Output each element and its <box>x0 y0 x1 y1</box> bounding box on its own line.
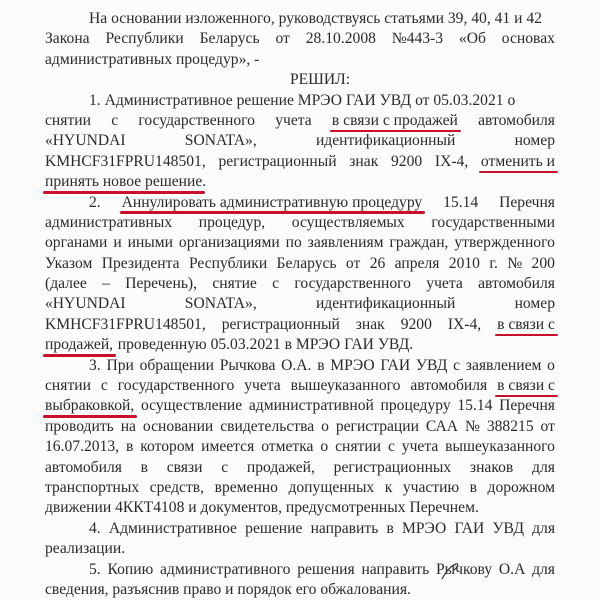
highlighted-phrase: выбраковкой, <box>45 396 134 416</box>
text-line <box>45 315 555 335</box>
word: 1. Административное решение МРЭО ГАИ УВД от 05.03.2021 о <box>89 91 516 109</box>
word: направить <box>310 519 379 537</box>
word: в <box>469 478 478 496</box>
word: с <box>100 377 108 395</box>
word: на <box>120 417 136 435</box>
word: имеется <box>201 438 255 456</box>
text-line <box>45 111 555 131</box>
word: сведения, разъяснив право и порядок его обжалования. <box>45 580 411 598</box>
word: Беларусь <box>276 254 337 272</box>
word: для <box>532 519 555 537</box>
word: № <box>465 417 480 435</box>
word: связи <box>166 458 203 476</box>
word: Рычкова <box>219 356 276 374</box>
word: Перечня <box>499 193 555 211</box>
text-line <box>45 172 555 192</box>
word: МРЭО <box>330 356 375 374</box>
word: от <box>540 417 555 435</box>
decision-heading <box>45 70 555 90</box>
word: ГАИ <box>380 356 411 374</box>
word: автомобиля <box>45 458 122 476</box>
decision-item-4 <box>45 519 555 560</box>
text-line <box>45 274 555 294</box>
word: Указом <box>45 254 93 272</box>
word: обращении <box>139 356 214 374</box>
word: в <box>140 458 148 476</box>
word: государственного <box>117 377 235 395</box>
word: продажей, <box>246 458 315 476</box>
word: о <box>547 356 555 374</box>
word: вышеуказанного <box>445 438 555 456</box>
word: Перечень), <box>125 275 198 293</box>
highlighted-phrase: отменить и <box>481 152 555 172</box>
word: решение <box>245 519 303 537</box>
word: 200 <box>531 254 555 272</box>
text: Беларусь <box>199 30 260 48</box>
word: УВД <box>415 356 448 374</box>
word: 388215 <box>486 417 534 435</box>
text-line <box>45 356 555 376</box>
word: в <box>317 356 325 374</box>
word: регистрационных <box>333 458 452 476</box>
text: административных процедур», - <box>45 50 260 68</box>
word: снятии <box>45 111 91 129</box>
word: САА <box>425 417 459 435</box>
word: УВД <box>492 519 524 537</box>
word: с <box>272 275 280 293</box>
word: с <box>221 458 229 476</box>
word: – <box>102 275 110 293</box>
highlighted-phrase: в связи с продажей <box>332 111 458 131</box>
document-page <box>45 9 555 600</box>
word: KMHCF31FPRU148501, <box>45 315 206 333</box>
word: средств, <box>149 478 205 496</box>
word: граждан, <box>389 234 449 252</box>
word: иными <box>127 234 173 252</box>
word: административных <box>45 213 173 231</box>
text-line <box>45 294 555 314</box>
word: «HYUNDAI <box>45 132 126 150</box>
text-line <box>45 152 555 172</box>
word: . <box>202 173 207 191</box>
word: котором <box>140 438 195 456</box>
word: IX-4, <box>434 152 469 170</box>
text-line <box>45 376 555 396</box>
text-line <box>45 131 555 151</box>
text-line <box>45 417 555 437</box>
text-line <box>45 254 555 274</box>
word: о <box>320 438 329 456</box>
word: Административное <box>108 519 237 537</box>
word: административного <box>159 560 291 578</box>
word: учета <box>401 438 439 456</box>
word: с <box>111 111 119 129</box>
word: При <box>106 356 134 374</box>
decision-item-3 <box>45 356 555 519</box>
word: проводить <box>45 417 114 435</box>
word: заявлениям <box>307 234 384 252</box>
word: вышеуказанного <box>290 377 401 395</box>
word: автомобиля <box>478 275 555 293</box>
highlighted-phrase: в связи с <box>497 315 555 335</box>
preamble-line-2 <box>45 29 555 49</box>
word: автомобиля <box>478 111 555 129</box>
text-line <box>45 213 555 233</box>
word: идентификационный <box>315 132 456 150</box>
word: направить <box>361 560 430 578</box>
word: допущенных <box>288 478 375 496</box>
word: реализации. <box>45 540 126 558</box>
word: Перечня <box>499 397 555 415</box>
text-line <box>45 580 555 600</box>
text-line <box>45 458 555 478</box>
text-line <box>45 498 555 518</box>
text-line <box>45 396 555 416</box>
word: знаков <box>469 458 514 476</box>
word: регистрационный <box>221 315 340 333</box>
word: в <box>386 519 394 537</box>
word: О.А. <box>281 356 312 374</box>
word: с <box>453 356 461 374</box>
decision-item-1 <box>45 91 555 193</box>
word: основании <box>142 417 214 435</box>
decision-items <box>45 91 555 600</box>
word: г. <box>489 254 498 272</box>
text: «Об <box>458 30 486 48</box>
word: и <box>113 234 122 252</box>
word: 2. <box>89 193 101 211</box>
word: государственного <box>138 111 255 129</box>
word: SONATA», <box>184 295 257 313</box>
word: для <box>532 560 555 578</box>
word: автомобиля <box>410 377 488 395</box>
word: снятии <box>45 377 91 395</box>
word: снятии <box>335 438 382 456</box>
word: движении 4ККТ4108 и документов, предусмотренных Перечнем. <box>45 499 479 517</box>
text: от <box>275 30 290 48</box>
word: О.А <box>498 560 526 578</box>
word: регистрационный <box>218 152 337 170</box>
word: 5. <box>89 560 101 578</box>
word: отметка <box>261 438 314 456</box>
preamble-line-1 <box>45 9 555 29</box>
word: 9200 <box>400 315 432 333</box>
word: «HYUNDAI <box>45 295 126 313</box>
word: процедур, <box>198 213 266 231</box>
heading-text: РЕШИЛ: <box>289 71 351 89</box>
word: транспортных <box>45 478 140 496</box>
text: 28.10.2008 <box>305 30 376 48</box>
word: 9200 <box>390 152 423 170</box>
text: Республики <box>105 30 184 48</box>
word: Копию <box>107 560 154 578</box>
word: к <box>384 478 393 496</box>
word: Рычкову <box>435 560 493 578</box>
word: идентификационный <box>315 295 456 313</box>
text: основах <box>501 30 555 48</box>
word: утвержденного <box>454 234 555 252</box>
word: (далее <box>45 275 87 293</box>
word: Президента <box>101 254 180 272</box>
word: государственными <box>431 213 555 231</box>
highlighted-phrase: в связи с <box>497 376 555 396</box>
word: снятие <box>212 275 257 293</box>
text: На основании изложенного, руководствуясь статьями 39, 40, 41 и 42 <box>89 10 542 27</box>
text-line <box>45 539 555 559</box>
word: 15.14 <box>443 193 479 211</box>
word: участию <box>402 478 460 496</box>
highlighted-phrase: продажей, <box>45 335 113 355</box>
word: органами <box>45 234 108 252</box>
word: Республики <box>188 254 268 272</box>
word: МРЭО <box>402 519 447 537</box>
word: по <box>285 234 302 252</box>
word: осуществление <box>140 397 243 415</box>
word: государственного <box>294 275 411 293</box>
text-line <box>45 335 555 355</box>
word: организациями <box>178 234 280 252</box>
word: апреля <box>394 254 440 272</box>
word: учета <box>426 275 463 293</box>
signature-mark <box>440 562 480 579</box>
text: Закона <box>45 30 90 48</box>
word: осуществляемых <box>291 213 405 231</box>
word: KMHCF31FPRU148501, <box>45 152 206 170</box>
word: 26 <box>369 254 386 272</box>
word: с <box>387 438 395 456</box>
text-line <box>45 478 555 498</box>
word: от <box>345 254 361 272</box>
word: административной <box>248 397 374 415</box>
text-line <box>45 193 555 213</box>
text: №443-3 <box>391 30 444 48</box>
text-line <box>45 437 555 457</box>
word: знак <box>349 152 379 170</box>
word: для <box>532 458 555 476</box>
word: 2010 <box>448 254 480 272</box>
word: ГАИ <box>454 519 485 537</box>
text-line <box>45 519 555 539</box>
text-line <box>45 233 555 253</box>
word: знак <box>355 315 385 333</box>
highlighted-phrase: Аннулировать административную процедуру <box>122 193 423 213</box>
word: решения <box>297 560 355 578</box>
preamble-line-3 <box>45 50 555 70</box>
word: регистрации <box>335 417 419 435</box>
highlighted-phrase: принять новое решение <box>45 172 202 192</box>
word: учета <box>244 377 281 395</box>
word: проведенную 05.03.2021 в МРЭО ГАИ УВД. <box>117 336 414 354</box>
word: учета <box>275 111 312 129</box>
decision-item-2 <box>45 193 555 356</box>
word: 16.07.2013, <box>45 438 120 456</box>
word: № <box>507 254 523 272</box>
word: 4. <box>89 519 101 537</box>
word: номер <box>514 132 555 150</box>
word: 15.14 <box>457 397 493 415</box>
word: номер <box>514 295 555 313</box>
word: процедуру <box>380 397 451 415</box>
word: о <box>321 417 329 435</box>
text-line <box>45 91 555 111</box>
word: временно <box>214 478 278 496</box>
word: 3. <box>89 356 101 374</box>
word: IX-4, <box>447 315 482 333</box>
word: дорожном <box>487 478 555 496</box>
word: SONATA», <box>184 132 257 150</box>
word: в <box>125 438 134 456</box>
word: заявлением <box>465 356 542 374</box>
word: свидетельства <box>220 417 315 435</box>
